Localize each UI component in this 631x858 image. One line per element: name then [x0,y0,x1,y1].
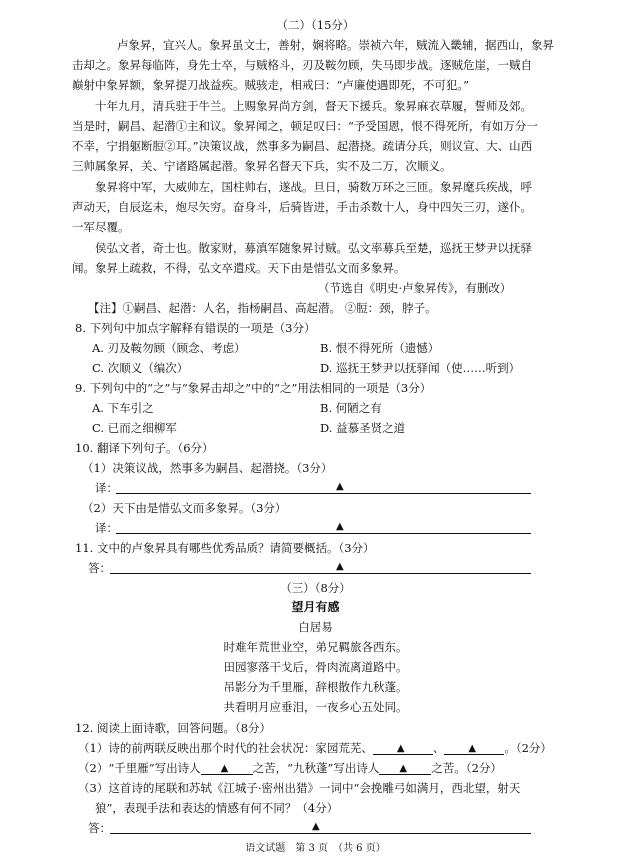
q10-sentence-1: （1）决策议战，然事多为嗣昌、起潜挠。（3分） [82,461,333,475]
q10-label-2: 译： [95,521,118,535]
q8-stem: 8. 下列句中加点字解释有错误的一项是（3分） [75,321,316,335]
q12-part2 [78,761,502,775]
q10-answer-line-1[interactable] [116,493,531,494]
q11-label: 答： [88,561,111,575]
q12-part2-text-b: 之苦，“九秋蓬”写出诗人 [252,761,380,775]
poem-poet: 白居易 [298,620,333,634]
q12-part3-line-2: 狼”，表现手法和表达的情感有何不同？（4分） [95,801,339,815]
q10-label-1: 译： [95,481,118,495]
q12-part1-text-b: 、 [432,741,445,755]
q12-answer-line[interactable] [110,833,531,834]
q12-part2-blank-1[interactable] [201,763,253,775]
q10-marker-2: ▲ [336,521,344,532]
q12-answer-label-visible: 答： [88,821,111,835]
page-footer: 语文试题 第 3 页 （共 6 页） [245,843,386,854]
q12-part2-text-a: （2）“千里雁”写出诗人 [78,761,201,775]
q12-part1-blank-1[interactable] [373,743,433,755]
q12-part1-marker-2: ▲ [468,743,477,754]
passage-line-8: 象昇将中军，大威帅左，国柱帅右，遂战。旦日，骑数万环之三匝。象昇麾兵疾战，呼 [95,180,532,194]
poem-title: 望月有感 [291,600,340,614]
q12-part1-text-a: （1）诗的前两联反映出那个时代的社会状况：家园荒芜、 [78,741,373,755]
passage-line-9: 声动天，自辰迄未，炮尽矢穷。奋身斗，后骑皆进，手击杀数十人，身中四矢三刃，遂仆。 [72,200,532,214]
passage-note: 【注】①嗣昌、起潜：人名，指杨嗣昌、高起潜。 ②脰：颈，脖子。 [88,301,437,315]
passage-line-12: 闻。象昇上疏救，不得，弘文卒遣戍。天下由是惜弘文而多象昇。 [72,261,406,275]
passage-line-5: 当是时，嗣昌、起潜①主和议。象昇闻之，顿足叹曰：“予受国恩，恨不得死所，有如万分一 [72,119,538,133]
q8-option-a: A. 刃及鞍勿顾（顾念、考虑） [92,341,246,355]
q12-stem: 12. 阅读上面诗歌，回答问题。（8分） [75,721,272,735]
q8-option-b: B. 恨不得死所（遗憾） [320,341,440,355]
q9-stem: 9. 下列句中的“之”与“象昇击却之”中的“之”用法相同的一项是（3分） [75,381,432,395]
q9-option-d: D. 益慕圣贤之道 [320,421,406,435]
passage-line-7: 三帅属象昇，关、宁诸路属起潜。象昇名督天下兵，实不及二万，次顺义。 [72,159,452,173]
q12-marker: ▲ [312,821,320,832]
poem-line-2: 田园寥落干戈后，骨肉流离道路中。 [223,660,408,674]
passage-line-3: 巅射中象昇额，象昇提刀战益疾。贼骇走，相戒曰：“卢廉使遇即死，不可犯。” [72,78,470,92]
q10-stem: 10. 翻译下列句子。（6分） [75,441,214,455]
q10-answer-line-2[interactable] [116,533,531,534]
passage-line-11: 侯弘文者，奇士也。散家财，募滇军随象昇讨贼。弘文率募兵至楚，巡抚王梦尹以抚驿 [95,241,532,255]
passage-line-6: 不幸，宁捐躯断脰②耳。”决策议战，然事多为嗣昌、起潜挠。疏请分兵，则议宣、大、山西 [72,139,533,153]
q9-option-c: C. 已而之细柳军 [92,421,177,435]
q9-option-a: A. 下车引之 [92,401,154,415]
q12-part1-text-c: 。（2分） [504,741,552,755]
section2-header: （二）（15分） [276,18,355,32]
q12-part2-text-c: 之苦。（2分） [431,761,502,775]
q9-option-b: B. 何陋之有 [320,401,382,415]
poem-line-1: 时难年荒世业空，弟兄羁旅各西东。 [223,640,408,654]
q10-marker-1: ▲ [336,481,344,492]
q12-part3-line-1: （3）这首诗的尾联和苏轼《江城子·密州出猎》一词中“会挽雕弓如满月，西北望，射天 [78,781,521,795]
q8-option-c: C. 次顺义（编次） [92,361,189,375]
q12-part1-blank-2[interactable] [444,743,504,755]
passage-line-2: 击却之。象昇每临阵，身先士卒，与贼格斗，刃及鞍勿顾，失马即步战。逐贼危崖，一贼自 [72,58,532,72]
q11-marker: ▲ [336,561,344,572]
passage-line-4: 十年九月，清兵驻于牛兰。上赐象昇尚方剑，督天下援兵。象昇麻衣草履，誓师及郊。 [95,99,532,113]
q10-sentence-2: （2）天下由是惜弘文而多象昇。（3分） [82,501,287,515]
q11-stem: 11. 文中的卢象昇具有哪些优秀品质？请简要概括。（3分） [75,541,375,555]
q11-answer-line[interactable] [110,573,531,574]
q12-part1 [78,741,552,755]
q12-part2-blank-2[interactable] [379,763,431,775]
poem-line-4: 共看明月应垂泪，一夜乡心五处同。 [223,700,408,714]
poem-line-3: 吊影分为千里雁，辞根散作九秋蓬。 [223,680,408,694]
passage-source: （节选自《明史·卢象昇传》，有删改） [318,281,512,295]
passage-line-10: 一军尽覆。 [72,220,130,234]
q12-part2-marker-1: ▲ [220,763,229,774]
section3-header: （三）（8分） [280,581,351,595]
q12-part2-marker-2: ▲ [399,763,408,774]
passage-line-1: 卢象昇，宜兴人。象昇虽文士，善射，娴将略。崇祯六年，贼流入畿辅，据西山，象昇 [117,38,554,52]
q8-option-d: D. 巡抚王梦尹以抚驿闻（使……听到） [320,361,521,375]
q12-part1-marker-1: ▲ [396,743,405,754]
